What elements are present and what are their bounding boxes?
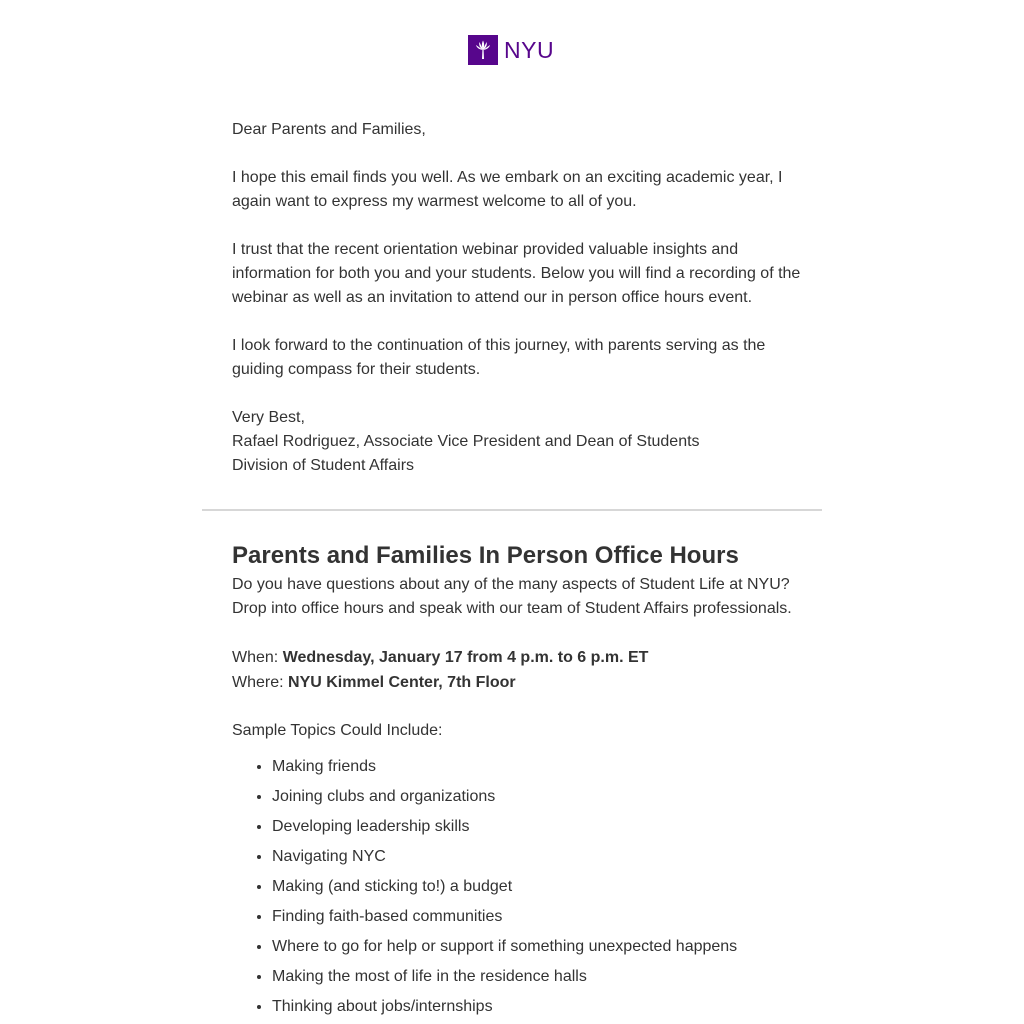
- signer-division: Division of Student Affairs: [232, 457, 415, 474]
- closing: Very Best,: [232, 409, 305, 426]
- list-item: • Finding faith-based communities: [272, 905, 812, 929]
- nyu-logo: [468, 34, 554, 66]
- list-item: • Developing leadership skills: [272, 815, 812, 839]
- where-value: NYU Kimmel Center, 7th Floor: [288, 674, 516, 691]
- event-where: [232, 670, 812, 695]
- letter-paragraph: I trust that the recent orientation webinar provided valuable insights and information for both you and your students. Below you will find a recording of the webinar as well as an invitation to attend our in person office hours event.: [232, 241, 801, 306]
- letter-body: [232, 118, 802, 478]
- topics-list: [232, 755, 812, 1019]
- section-divider: [202, 509, 822, 511]
- signer-name: Rafael Rodriguez, Associate Vice President and Dean of Students: [232, 433, 700, 450]
- event-details: [232, 645, 812, 695]
- logo-wordmark: NYU: [504, 37, 555, 63]
- list-item: • Navigating NYC: [272, 845, 812, 869]
- list-item: • Thinking about jobs/internships: [272, 995, 812, 1019]
- office-hours-section: [232, 540, 812, 1024]
- section-intro: Do you have questions about any of the many aspects of Student Life at NYU? Drop into office hours and speak with our team of Student Affairs professionals.: [232, 576, 792, 617]
- event-when: [232, 645, 812, 670]
- letter-paragraph: I hope this email finds you well. As we embark on an exciting academic year, I again want to express my warmest welcome to all of you.: [232, 169, 783, 210]
- list-item: • Making the most of life in the residence halls: [272, 965, 812, 989]
- list-item: • Making (and sticking to!) a budget: [272, 875, 812, 899]
- list-item: • Joining clubs and organizations: [272, 785, 812, 809]
- when-value: Wednesday, January 17 from 4 p.m. to 6 p.m. ET: [282, 649, 649, 666]
- section-title: Parents and Families In Person Office Hours: [232, 542, 739, 569]
- topics-label: Sample Topics Could Include:: [232, 722, 443, 739]
- list-item: • Where to go for help or support if something unexpected happens: [272, 935, 812, 959]
- torch-icon: [468, 35, 498, 65]
- letter-paragraph: I look forward to the continuation of this journey, with parents serving as the guiding compass for their students.: [232, 337, 766, 378]
- list-item: • Making friends: [272, 755, 812, 779]
- where-label: Where:: [232, 674, 289, 691]
- signature-block: [232, 406, 802, 478]
- greeting: Dear Parents and Families,: [232, 121, 426, 138]
- when-label: When:: [232, 649, 283, 666]
